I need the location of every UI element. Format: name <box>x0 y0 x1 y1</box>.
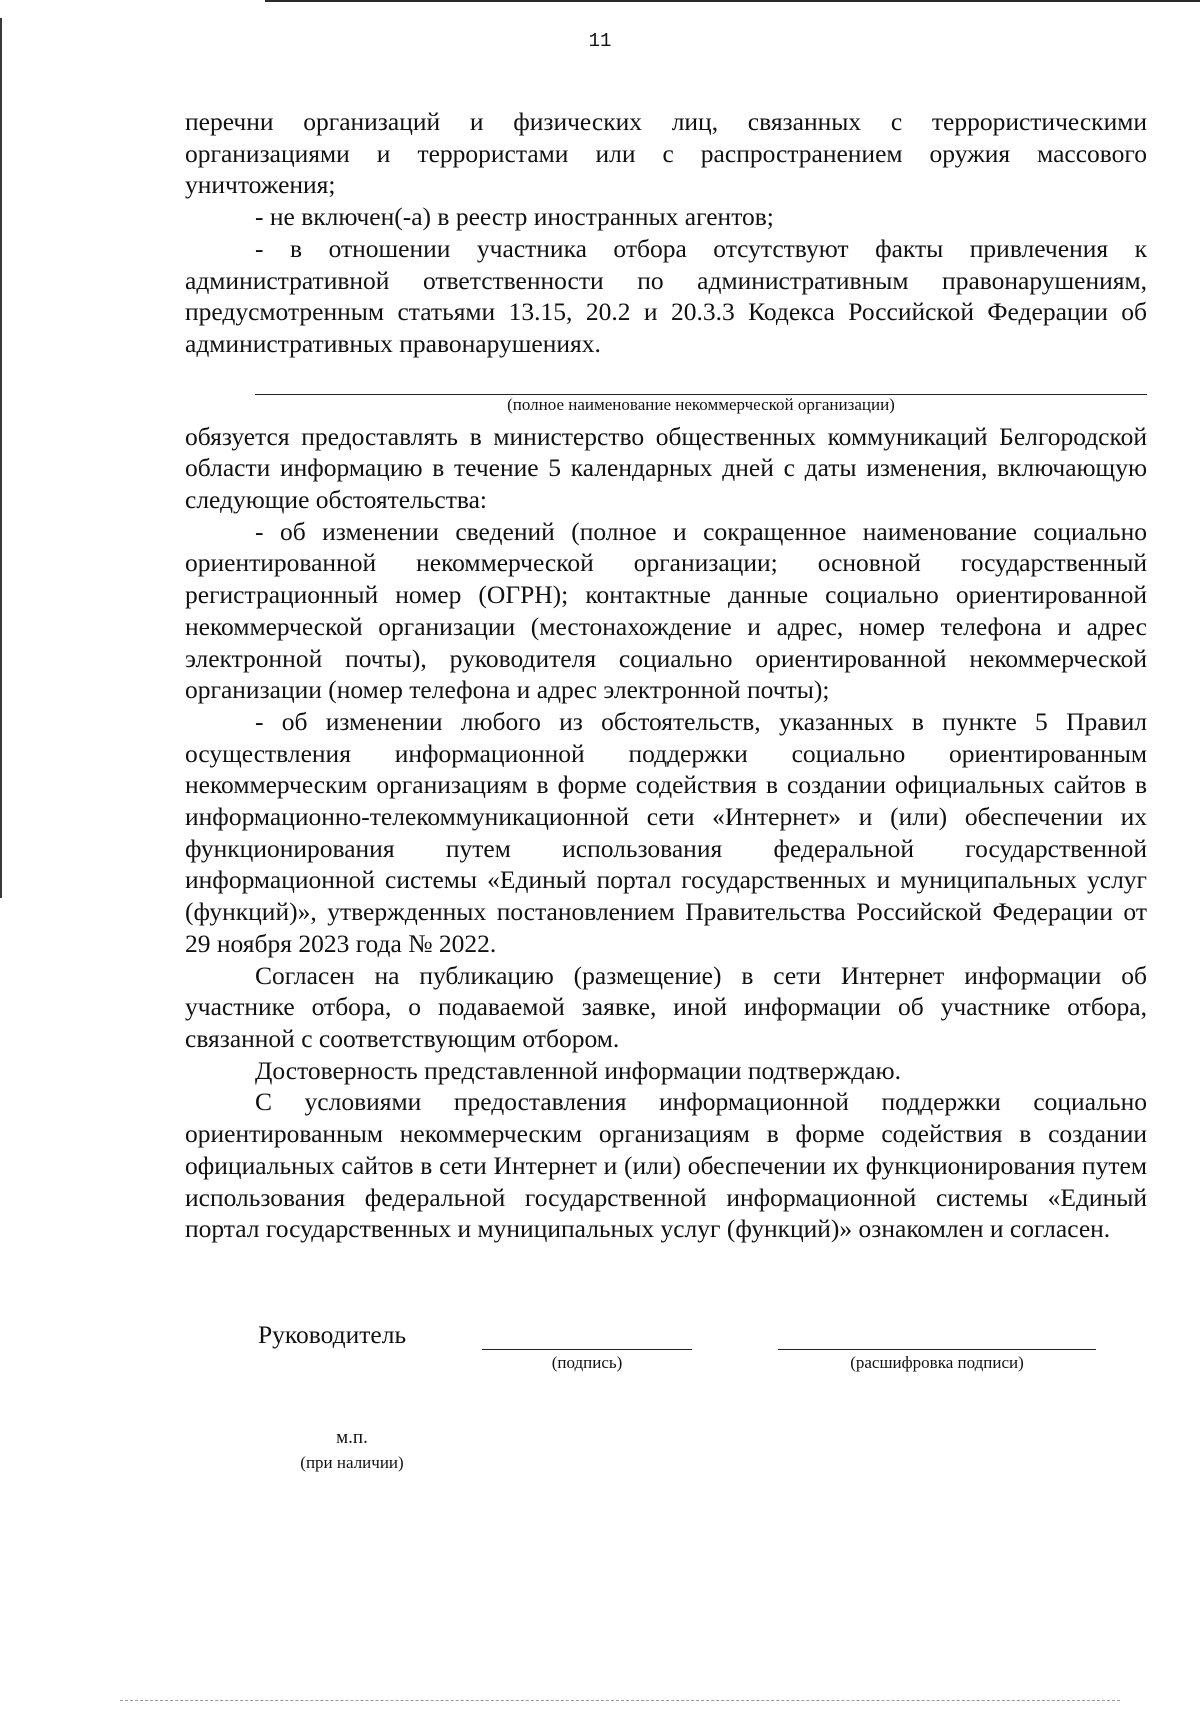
organization-name-field <box>185 389 1147 421</box>
paragraph-foreign-agents: - не включен(-а) в реестр иностранных агентов; <box>255 202 774 232</box>
stamp-note: (при наличии) <box>300 1453 404 1472</box>
scan-edge-top <box>265 0 1200 2</box>
scan-edge-bottom <box>120 1700 1120 1701</box>
paragraph-terms-agreement: С условиями предоставления информационной поддержки социально ориентированным некоммерческим организациям в форме содействия в создании официальных сайтов в сети Интернет и (или) обеспечении их функционирования путем использования федеральной государственной информационной системы «Единый портал государственных и муниципальных услуг (функций)» ознакомлен и согласен. <box>185 1087 1147 1244</box>
page-number: 11 <box>588 30 612 52</box>
paragraph-administrative-liability: - в отношении участника отбора отсутствуют факты привлечения к административной ответственности по административным правонарушениям, предусмотренным статьями 13.15, 20.2 и 20.3.3 Кодекса Российской Федерации об административных правонарушениях. <box>185 233 1147 358</box>
paragraph-obligation: обязуется предоставлять в министерство общественных коммуникаций Белгородской области информацию в течение 5 календарных дней с даты изменения, включающую следующие обстоятельства: <box>185 421 1147 515</box>
document-body <box>185 106 1147 1245</box>
signature-transcript-line <box>778 1349 1096 1350</box>
paragraph-accuracy-confirmation: Достоверность представленной информации подтверждаю. <box>255 1055 901 1085</box>
stamp-place <box>272 1425 432 1475</box>
paragraph-change-of-details: - об изменении сведений (полное и сокращенное наименование социально ориентированной некоммерческой организации; основной государственный регистрационный номер (ОГРН); контактные данные социально ориентированной некоммерческой организации (местонахождение и адрес, номер телефона и адрес электронной почты), руководителя социально ориентированной некоммерческой организации (номер телефона и адрес электронной почты); <box>185 516 1147 705</box>
stamp-label: м.п. <box>336 1427 368 1448</box>
scan-edge-left <box>0 18 2 898</box>
paragraph-change-of-circumstances: - об изменении любого из обстоятельств, указанных в пункте 5 Правил осуществления информационной поддержки социально ориентированным некоммерческим организациям в форме содействия в создании официальных сайтов в информационно-телекоммуникационной сети «Интернет» и (или) обеспечении их функционирования путем использования федеральной государственной информационной системы «Единый портал государственных и муниципальных услуг (функций)», утвержденных постановлением Правительства Российской Федерации от 29 ноября 2023 года № 2022. <box>185 706 1147 958</box>
paragraph-publication-consent: Согласен на публикацию (размещение) в сети Интернет информации об участнике отбора, о подаваемой заявке, иной информации об участнике отбора, связанной с соответствующим отбором. <box>185 960 1147 1053</box>
signatory-role: Руководитель <box>258 1320 407 1349</box>
signature-caption: (подпись) <box>551 1353 623 1372</box>
signature-line <box>482 1349 692 1350</box>
signature-block <box>0 1320 1200 1380</box>
organization-name-caption: (полное наименование некоммерческой организации) <box>507 394 895 414</box>
paragraph-sanctions-list: перечни организаций и физических лиц, связанных с террористическими организациями и террористами или с распространением оружия массового уничтожения; <box>185 107 1147 200</box>
signature-transcript-caption: (расшифровка подписи) <box>850 1353 1024 1372</box>
